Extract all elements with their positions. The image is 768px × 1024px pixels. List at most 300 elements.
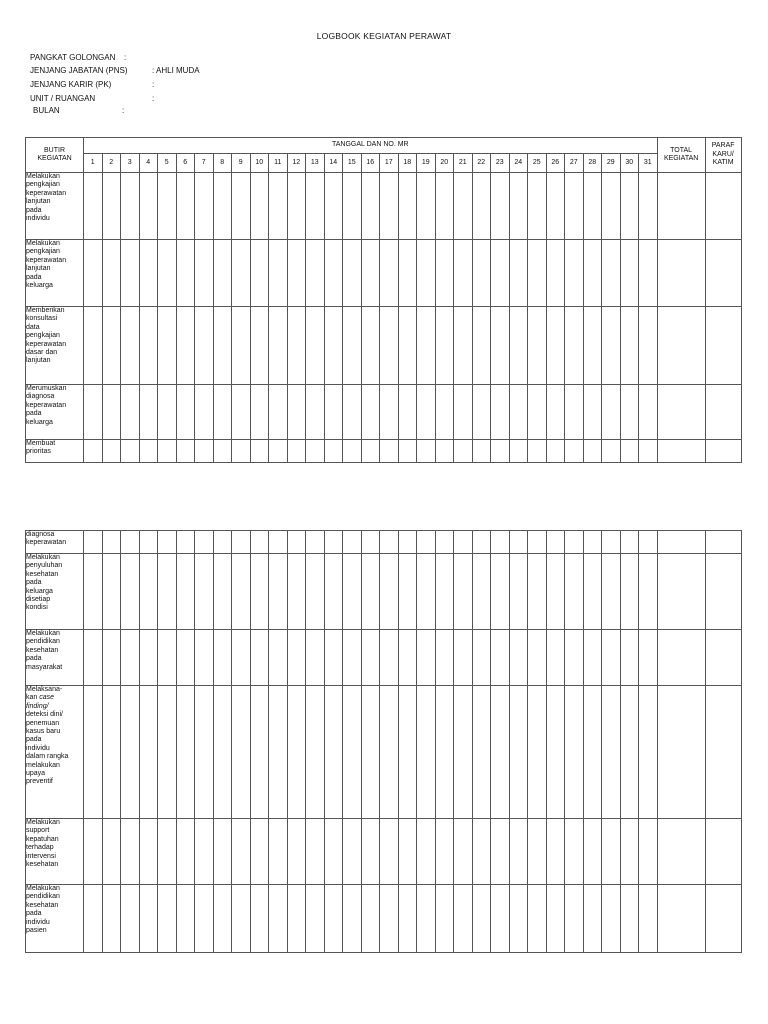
day-entry-cell[interactable] (195, 630, 214, 686)
day-entry-cell[interactable] (380, 554, 399, 630)
day-entry-cell[interactable] (417, 686, 436, 819)
day-entry-cell[interactable] (565, 440, 584, 463)
day-entry-cell[interactable] (546, 885, 565, 953)
paraf-cell[interactable] (705, 173, 741, 240)
paraf-cell[interactable] (705, 630, 741, 686)
day-entry-cell[interactable] (195, 440, 214, 463)
day-entry-cell[interactable] (121, 531, 140, 554)
day-entry-cell[interactable] (139, 686, 158, 819)
day-entry-cell[interactable] (139, 385, 158, 440)
day-entry-cell[interactable] (398, 173, 417, 240)
day-entry-cell[interactable] (454, 173, 473, 240)
day-entry-cell[interactable] (380, 173, 399, 240)
day-entry-cell[interactable] (287, 240, 306, 307)
day-entry-cell[interactable] (361, 554, 380, 630)
day-entry-cell[interactable] (269, 440, 288, 463)
day-entry-cell[interactable] (602, 819, 621, 885)
day-entry-cell[interactable] (176, 885, 195, 953)
day-entry-cell[interactable] (195, 385, 214, 440)
day-entry-cell[interactable] (639, 173, 658, 240)
day-entry-cell[interactable] (620, 686, 639, 819)
day-entry-cell[interactable] (546, 307, 565, 385)
day-entry-cell[interactable] (287, 385, 306, 440)
day-entry-cell[interactable] (583, 173, 602, 240)
day-entry-cell[interactable] (417, 240, 436, 307)
day-entry-cell[interactable] (361, 531, 380, 554)
day-entry-cell[interactable] (639, 686, 658, 819)
day-entry-cell[interactable] (361, 440, 380, 463)
day-entry-cell[interactable] (158, 686, 177, 819)
day-entry-cell[interactable] (509, 385, 528, 440)
day-entry-cell[interactable] (639, 240, 658, 307)
day-entry-cell[interactable] (343, 307, 362, 385)
day-entry-cell[interactable] (509, 240, 528, 307)
day-entry-cell[interactable] (287, 885, 306, 953)
day-entry-cell[interactable] (213, 819, 232, 885)
total-cell[interactable] (657, 531, 705, 554)
day-entry-cell[interactable] (528, 554, 547, 630)
day-entry-cell[interactable] (602, 554, 621, 630)
day-entry-cell[interactable] (232, 531, 251, 554)
day-entry-cell[interactable] (324, 385, 343, 440)
day-entry-cell[interactable] (472, 531, 491, 554)
day-entry-cell[interactable] (509, 173, 528, 240)
day-entry-cell[interactable] (102, 240, 121, 307)
day-entry-cell[interactable] (121, 819, 140, 885)
paraf-cell[interactable] (705, 307, 741, 385)
day-entry-cell[interactable] (361, 630, 380, 686)
day-entry-cell[interactable] (583, 385, 602, 440)
day-entry-cell[interactable] (528, 173, 547, 240)
day-entry-cell[interactable] (509, 819, 528, 885)
day-entry-cell[interactable] (509, 307, 528, 385)
day-entry-cell[interactable] (102, 819, 121, 885)
day-entry-cell[interactable] (602, 630, 621, 686)
day-entry-cell[interactable] (491, 885, 510, 953)
total-cell[interactable] (657, 885, 705, 953)
day-entry-cell[interactable] (195, 240, 214, 307)
day-entry-cell[interactable] (361, 307, 380, 385)
day-entry-cell[interactable] (602, 440, 621, 463)
day-entry-cell[interactable] (158, 240, 177, 307)
day-entry-cell[interactable] (454, 240, 473, 307)
day-entry-cell[interactable] (176, 385, 195, 440)
day-entry-cell[interactable] (583, 630, 602, 686)
day-entry-cell[interactable] (269, 307, 288, 385)
day-entry-cell[interactable] (380, 385, 399, 440)
day-entry-cell[interactable] (324, 307, 343, 385)
day-entry-cell[interactable] (509, 630, 528, 686)
day-entry-cell[interactable] (232, 819, 251, 885)
day-entry-cell[interactable] (158, 819, 177, 885)
day-entry-cell[interactable] (472, 173, 491, 240)
day-entry-cell[interactable] (417, 531, 436, 554)
day-entry-cell[interactable] (435, 385, 454, 440)
day-entry-cell[interactable] (269, 385, 288, 440)
day-entry-cell[interactable] (176, 554, 195, 630)
total-cell[interactable] (657, 630, 705, 686)
day-entry-cell[interactable] (343, 385, 362, 440)
day-entry-cell[interactable] (84, 554, 103, 630)
day-entry-cell[interactable] (380, 630, 399, 686)
day-entry-cell[interactable] (324, 630, 343, 686)
day-entry-cell[interactable] (250, 630, 269, 686)
day-entry-cell[interactable] (435, 240, 454, 307)
day-entry-cell[interactable] (398, 630, 417, 686)
day-entry-cell[interactable] (139, 885, 158, 953)
day-entry-cell[interactable] (121, 686, 140, 819)
day-entry-cell[interactable] (435, 554, 454, 630)
day-entry-cell[interactable] (491, 385, 510, 440)
day-entry-cell[interactable] (380, 531, 399, 554)
day-entry-cell[interactable] (380, 307, 399, 385)
day-entry-cell[interactable] (583, 307, 602, 385)
day-entry-cell[interactable] (343, 686, 362, 819)
day-entry-cell[interactable] (454, 531, 473, 554)
day-entry-cell[interactable] (546, 440, 565, 463)
day-entry-cell[interactable] (250, 440, 269, 463)
day-entry-cell[interactable] (620, 630, 639, 686)
total-cell[interactable] (657, 307, 705, 385)
day-entry-cell[interactable] (287, 307, 306, 385)
day-entry-cell[interactable] (639, 307, 658, 385)
day-entry-cell[interactable] (269, 554, 288, 630)
day-entry-cell[interactable] (417, 630, 436, 686)
day-entry-cell[interactable] (528, 686, 547, 819)
day-entry-cell[interactable] (306, 385, 325, 440)
day-entry-cell[interactable] (472, 630, 491, 686)
day-entry-cell[interactable] (343, 819, 362, 885)
day-entry-cell[interactable] (176, 531, 195, 554)
day-entry-cell[interactable] (139, 554, 158, 630)
day-entry-cell[interactable] (269, 819, 288, 885)
day-entry-cell[interactable] (343, 440, 362, 463)
paraf-cell[interactable] (705, 686, 741, 819)
day-entry-cell[interactable] (417, 307, 436, 385)
day-entry-cell[interactable] (306, 630, 325, 686)
day-entry-cell[interactable] (84, 440, 103, 463)
day-entry-cell[interactable] (528, 385, 547, 440)
day-entry-cell[interactable] (398, 240, 417, 307)
day-entry-cell[interactable] (213, 554, 232, 630)
day-entry-cell[interactable] (472, 885, 491, 953)
total-cell[interactable] (657, 385, 705, 440)
day-entry-cell[interactable] (565, 819, 584, 885)
day-entry-cell[interactable] (417, 819, 436, 885)
day-entry-cell[interactable] (84, 686, 103, 819)
day-entry-cell[interactable] (361, 385, 380, 440)
day-entry-cell[interactable] (158, 531, 177, 554)
day-entry-cell[interactable] (639, 630, 658, 686)
day-entry-cell[interactable] (491, 819, 510, 885)
day-entry-cell[interactable] (472, 240, 491, 307)
day-entry-cell[interactable] (380, 440, 399, 463)
day-entry-cell[interactable] (546, 554, 565, 630)
day-entry-cell[interactable] (565, 554, 584, 630)
day-entry-cell[interactable] (528, 630, 547, 686)
day-entry-cell[interactable] (509, 554, 528, 630)
day-entry-cell[interactable] (343, 554, 362, 630)
day-entry-cell[interactable] (250, 554, 269, 630)
day-entry-cell[interactable] (620, 531, 639, 554)
day-entry-cell[interactable] (139, 240, 158, 307)
day-entry-cell[interactable] (583, 554, 602, 630)
day-entry-cell[interactable] (213, 885, 232, 953)
day-entry-cell[interactable] (380, 885, 399, 953)
day-entry-cell[interactable] (417, 554, 436, 630)
day-entry-cell[interactable] (491, 531, 510, 554)
day-entry-cell[interactable] (417, 385, 436, 440)
day-entry-cell[interactable] (232, 885, 251, 953)
day-entry-cell[interactable] (102, 554, 121, 630)
day-entry-cell[interactable] (121, 885, 140, 953)
day-entry-cell[interactable] (361, 240, 380, 307)
paraf-cell[interactable] (705, 819, 741, 885)
day-entry-cell[interactable] (269, 885, 288, 953)
day-entry-cell[interactable] (583, 885, 602, 953)
day-entry-cell[interactable] (398, 307, 417, 385)
day-entry-cell[interactable] (232, 385, 251, 440)
day-entry-cell[interactable] (121, 240, 140, 307)
total-cell[interactable] (657, 554, 705, 630)
day-entry-cell[interactable] (158, 173, 177, 240)
day-entry-cell[interactable] (324, 240, 343, 307)
day-entry-cell[interactable] (250, 307, 269, 385)
day-entry-cell[interactable] (491, 686, 510, 819)
day-entry-cell[interactable] (121, 554, 140, 630)
day-entry-cell[interactable] (528, 819, 547, 885)
total-cell[interactable] (657, 440, 705, 463)
day-entry-cell[interactable] (232, 240, 251, 307)
day-entry-cell[interactable] (528, 307, 547, 385)
day-entry-cell[interactable] (565, 885, 584, 953)
day-entry-cell[interactable] (509, 885, 528, 953)
day-entry-cell[interactable] (232, 440, 251, 463)
day-entry-cell[interactable] (398, 440, 417, 463)
day-entry-cell[interactable] (324, 686, 343, 819)
day-entry-cell[interactable] (546, 819, 565, 885)
day-entry-cell[interactable] (232, 173, 251, 240)
paraf-cell[interactable] (705, 385, 741, 440)
day-entry-cell[interactable] (343, 885, 362, 953)
day-entry-cell[interactable] (565, 686, 584, 819)
day-entry-cell[interactable] (102, 173, 121, 240)
day-entry-cell[interactable] (620, 440, 639, 463)
day-entry-cell[interactable] (232, 554, 251, 630)
day-entry-cell[interactable] (324, 531, 343, 554)
day-entry-cell[interactable] (306, 173, 325, 240)
day-entry-cell[interactable] (324, 885, 343, 953)
day-entry-cell[interactable] (546, 240, 565, 307)
day-entry-cell[interactable] (84, 819, 103, 885)
day-entry-cell[interactable] (528, 440, 547, 463)
day-entry-cell[interactable] (232, 307, 251, 385)
day-entry-cell[interactable] (398, 554, 417, 630)
day-entry-cell[interactable] (324, 440, 343, 463)
day-entry-cell[interactable] (250, 885, 269, 953)
day-entry-cell[interactable] (102, 531, 121, 554)
day-entry-cell[interactable] (306, 885, 325, 953)
day-entry-cell[interactable] (306, 554, 325, 630)
day-entry-cell[interactable] (435, 630, 454, 686)
day-entry-cell[interactable] (528, 240, 547, 307)
day-entry-cell[interactable] (250, 686, 269, 819)
day-entry-cell[interactable] (213, 630, 232, 686)
day-entry-cell[interactable] (250, 173, 269, 240)
day-entry-cell[interactable] (84, 531, 103, 554)
day-entry-cell[interactable] (583, 240, 602, 307)
day-entry-cell[interactable] (435, 885, 454, 953)
day-entry-cell[interactable] (269, 173, 288, 240)
day-entry-cell[interactable] (546, 531, 565, 554)
day-entry-cell[interactable] (380, 819, 399, 885)
day-entry-cell[interactable] (102, 307, 121, 385)
day-entry-cell[interactable] (287, 554, 306, 630)
day-entry-cell[interactable] (324, 173, 343, 240)
day-entry-cell[interactable] (176, 307, 195, 385)
day-entry-cell[interactable] (269, 630, 288, 686)
day-entry-cell[interactable] (84, 385, 103, 440)
day-entry-cell[interactable] (324, 819, 343, 885)
total-cell[interactable] (657, 240, 705, 307)
paraf-cell[interactable] (705, 885, 741, 953)
day-entry-cell[interactable] (639, 440, 658, 463)
day-entry-cell[interactable] (84, 307, 103, 385)
day-entry-cell[interactable] (398, 531, 417, 554)
day-entry-cell[interactable] (195, 531, 214, 554)
paraf-cell[interactable] (705, 440, 741, 463)
day-entry-cell[interactable] (361, 885, 380, 953)
day-entry-cell[interactable] (139, 531, 158, 554)
day-entry-cell[interactable] (602, 885, 621, 953)
day-entry-cell[interactable] (472, 686, 491, 819)
day-entry-cell[interactable] (269, 686, 288, 819)
day-entry-cell[interactable] (620, 240, 639, 307)
day-entry-cell[interactable] (250, 819, 269, 885)
day-entry-cell[interactable] (546, 385, 565, 440)
day-entry-cell[interactable] (361, 686, 380, 819)
day-entry-cell[interactable] (139, 307, 158, 385)
day-entry-cell[interactable] (639, 531, 658, 554)
day-entry-cell[interactable] (250, 531, 269, 554)
day-entry-cell[interactable] (639, 554, 658, 630)
day-entry-cell[interactable] (620, 173, 639, 240)
day-entry-cell[interactable] (102, 630, 121, 686)
day-entry-cell[interactable] (361, 819, 380, 885)
day-entry-cell[interactable] (472, 554, 491, 630)
day-entry-cell[interactable] (509, 686, 528, 819)
day-entry-cell[interactable] (583, 819, 602, 885)
day-entry-cell[interactable] (491, 173, 510, 240)
day-entry-cell[interactable] (306, 307, 325, 385)
day-entry-cell[interactable] (176, 240, 195, 307)
day-entry-cell[interactable] (398, 686, 417, 819)
day-entry-cell[interactable] (121, 385, 140, 440)
day-entry-cell[interactable] (306, 819, 325, 885)
day-entry-cell[interactable] (509, 531, 528, 554)
day-entry-cell[interactable] (287, 440, 306, 463)
day-entry-cell[interactable] (583, 440, 602, 463)
day-entry-cell[interactable] (435, 819, 454, 885)
day-entry-cell[interactable] (232, 630, 251, 686)
day-entry-cell[interactable] (602, 307, 621, 385)
day-entry-cell[interactable] (602, 240, 621, 307)
day-entry-cell[interactable] (84, 240, 103, 307)
day-entry-cell[interactable] (213, 531, 232, 554)
day-entry-cell[interactable] (380, 240, 399, 307)
day-entry-cell[interactable] (324, 554, 343, 630)
day-entry-cell[interactable] (306, 686, 325, 819)
total-cell[interactable] (657, 686, 705, 819)
day-entry-cell[interactable] (250, 240, 269, 307)
day-entry-cell[interactable] (435, 531, 454, 554)
day-entry-cell[interactable] (213, 385, 232, 440)
day-entry-cell[interactable] (121, 173, 140, 240)
day-entry-cell[interactable] (361, 173, 380, 240)
paraf-cell[interactable] (705, 554, 741, 630)
day-entry-cell[interactable] (620, 385, 639, 440)
day-entry-cell[interactable] (195, 686, 214, 819)
day-entry-cell[interactable] (620, 819, 639, 885)
day-entry-cell[interactable] (435, 173, 454, 240)
day-entry-cell[interactable] (491, 307, 510, 385)
day-entry-cell[interactable] (583, 686, 602, 819)
day-entry-cell[interactable] (158, 885, 177, 953)
day-entry-cell[interactable] (472, 440, 491, 463)
day-entry-cell[interactable] (343, 531, 362, 554)
day-entry-cell[interactable] (435, 307, 454, 385)
day-entry-cell[interactable] (213, 307, 232, 385)
day-entry-cell[interactable] (139, 630, 158, 686)
day-entry-cell[interactable] (306, 240, 325, 307)
day-entry-cell[interactable] (491, 240, 510, 307)
day-entry-cell[interactable] (121, 440, 140, 463)
day-entry-cell[interactable] (398, 819, 417, 885)
day-entry-cell[interactable] (102, 440, 121, 463)
day-entry-cell[interactable] (417, 440, 436, 463)
day-entry-cell[interactable] (491, 440, 510, 463)
day-entry-cell[interactable] (639, 819, 658, 885)
day-entry-cell[interactable] (195, 307, 214, 385)
day-entry-cell[interactable] (565, 173, 584, 240)
paraf-cell[interactable] (705, 240, 741, 307)
day-entry-cell[interactable] (602, 531, 621, 554)
day-entry-cell[interactable] (509, 440, 528, 463)
day-entry-cell[interactable] (102, 885, 121, 953)
day-entry-cell[interactable] (583, 531, 602, 554)
day-entry-cell[interactable] (454, 686, 473, 819)
day-entry-cell[interactable] (158, 385, 177, 440)
day-entry-cell[interactable] (454, 630, 473, 686)
day-entry-cell[interactable] (380, 686, 399, 819)
day-entry-cell[interactable] (398, 385, 417, 440)
day-entry-cell[interactable] (195, 173, 214, 240)
day-entry-cell[interactable] (565, 240, 584, 307)
day-entry-cell[interactable] (176, 819, 195, 885)
day-entry-cell[interactable] (546, 173, 565, 240)
day-entry-cell[interactable] (232, 686, 251, 819)
day-entry-cell[interactable] (84, 885, 103, 953)
day-entry-cell[interactable] (287, 686, 306, 819)
day-entry-cell[interactable] (639, 885, 658, 953)
day-entry-cell[interactable] (454, 819, 473, 885)
day-entry-cell[interactable] (84, 630, 103, 686)
day-entry-cell[interactable] (620, 554, 639, 630)
day-entry-cell[interactable] (139, 819, 158, 885)
day-entry-cell[interactable] (158, 630, 177, 686)
day-entry-cell[interactable] (491, 630, 510, 686)
day-entry-cell[interactable] (565, 385, 584, 440)
